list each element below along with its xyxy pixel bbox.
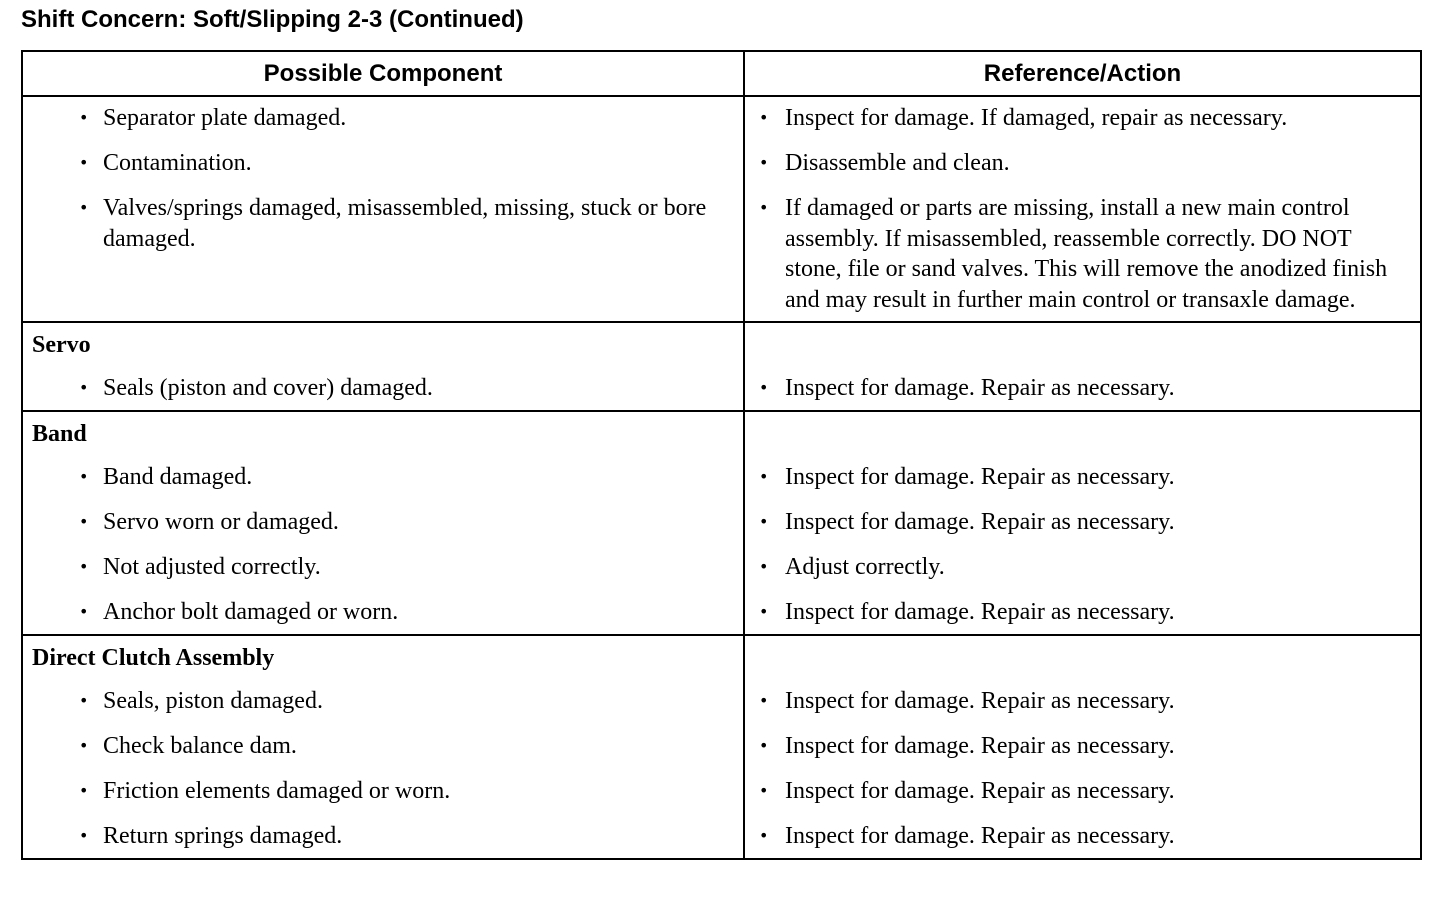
action-text: Inspect for damage. Repair as necessary.: [785, 509, 1175, 535]
bullet-icon: •: [79, 781, 89, 800]
reference-action-item: [745, 731, 1420, 762]
action-text: Inspect for damage. Repair as necessary.: [785, 823, 1175, 849]
component-text: Friction elements damaged or worn.: [103, 778, 451, 804]
reference-action-item: [745, 373, 1420, 404]
reference-action-cell: [745, 636, 1420, 858]
reference-action-item: [745, 686, 1420, 717]
reference-action-item: [745, 103, 1420, 134]
possible-component-item: [23, 731, 743, 762]
possible-component-item: [23, 552, 743, 583]
possible-component-item: [23, 686, 743, 717]
component-text: Seals, piston damaged.: [103, 688, 323, 714]
action-text: Adjust correctly.: [785, 554, 945, 580]
action-text: If damaged or parts are missing, install a new main control assembly. If misassembled, reassemble correctly. DO NOT stone, file or sand valves. This will remove the anodized finish and may result in further main control or transaxle damage.: [785, 195, 1388, 313]
action-text: Inspect for damage. If damaged, repair as necessary.: [785, 105, 1288, 131]
reference-action-item: [745, 462, 1420, 493]
bullet-icon: •: [79, 691, 89, 710]
component-text: Return springs damaged.: [103, 823, 343, 849]
bullet-icon: •: [79, 512, 89, 531]
possible-component-item: [23, 507, 743, 538]
component-text: Separator plate damaged.: [103, 105, 347, 131]
diagnosis-table: [21, 50, 1422, 860]
reference-action-item: [745, 507, 1420, 538]
action-text: Inspect for damage. Repair as necessary.: [785, 688, 1175, 714]
table-body: [23, 97, 1420, 858]
component-text: Seals (piston and cover) damaged.: [103, 375, 433, 401]
component-text: Contamination.: [103, 150, 252, 176]
possible-component-item: [23, 148, 743, 179]
component-text: Anchor bolt damaged or worn.: [103, 599, 399, 625]
bullet-icon: •: [759, 153, 769, 172]
possible-component-cell: [23, 97, 745, 321]
bullet-icon: •: [79, 198, 89, 217]
possible-component-item: [23, 462, 743, 493]
table-section: [23, 97, 1420, 323]
bullet-icon: •: [759, 826, 769, 845]
reference-action-cell: [745, 323, 1420, 410]
reference-action-item: [745, 148, 1420, 179]
possible-component-item: [23, 373, 743, 404]
bullet-icon: •: [79, 153, 89, 172]
bullet-icon: •: [759, 378, 769, 397]
table-header-row: [23, 52, 1420, 97]
possible-component-item: [23, 597, 743, 628]
component-text: Not adjusted correctly.: [103, 554, 321, 580]
reference-action-item: [745, 193, 1420, 315]
bullet-icon: •: [759, 691, 769, 710]
table-section: [23, 412, 1420, 636]
column-header-reference-action: Reference/Action: [983, 60, 1182, 87]
action-text: Inspect for damage. Repair as necessary.: [785, 599, 1175, 625]
bullet-icon: •: [759, 557, 769, 576]
bullet-icon: •: [79, 467, 89, 486]
bullet-icon: •: [79, 557, 89, 576]
possible-component-cell: [23, 412, 745, 634]
action-text: Inspect for damage. Repair as necessary.: [785, 778, 1175, 804]
bullet-icon: •: [759, 198, 769, 217]
page-title: Shift Concern: Soft/Slipping 2-3 (Continued): [21, 6, 524, 33]
bullet-icon: •: [759, 781, 769, 800]
section-heading-spacer: [745, 329, 1420, 361]
section-heading: Direct Clutch Assembly: [32, 645, 275, 671]
bullet-icon: •: [79, 108, 89, 127]
reference-action-item: [745, 776, 1420, 807]
bullet-icon: •: [79, 378, 89, 397]
component-text: Check balance dam.: [103, 733, 297, 759]
section-heading: Servo: [32, 332, 91, 358]
column-header-possible-component: Possible Component: [23, 52, 745, 95]
section-heading-spacer: [745, 418, 1420, 450]
possible-component-item: [23, 193, 743, 315]
action-text: Inspect for damage. Repair as necessary.: [785, 464, 1175, 490]
bullet-icon: •: [759, 736, 769, 755]
bullet-icon: •: [759, 108, 769, 127]
action-text: Disassemble and clean.: [785, 150, 1010, 176]
reference-action-item: [745, 552, 1420, 583]
reference-action-cell: [745, 97, 1420, 321]
table-section: [23, 323, 1420, 412]
bullet-icon: •: [759, 467, 769, 486]
bullet-icon: •: [79, 736, 89, 755]
possible-component-item: [23, 776, 743, 807]
reference-action-item: [745, 821, 1420, 852]
component-text: Valves/springs damaged, misassembled, missing, stuck or bore damaged.: [103, 195, 707, 252]
bullet-icon: •: [79, 826, 89, 845]
section-heading-spacer: [745, 642, 1420, 674]
action-text: Inspect for damage. Repair as necessary.: [785, 733, 1175, 759]
component-text: Servo worn or damaged.: [103, 509, 339, 535]
bullet-icon: •: [759, 602, 769, 621]
action-text: Inspect for damage. Repair as necessary.: [785, 375, 1175, 401]
table-section: [23, 636, 1420, 858]
reference-action-item: [745, 597, 1420, 628]
possible-component-cell: [23, 636, 745, 858]
component-text: Band damaged.: [103, 464, 253, 490]
reference-action-cell: [745, 412, 1420, 634]
possible-component-item: [23, 103, 743, 134]
possible-component-cell: [23, 323, 745, 410]
bullet-icon: •: [759, 512, 769, 531]
possible-component-item: [23, 821, 743, 852]
bullet-icon: •: [79, 602, 89, 621]
section-heading: Band: [32, 421, 87, 447]
